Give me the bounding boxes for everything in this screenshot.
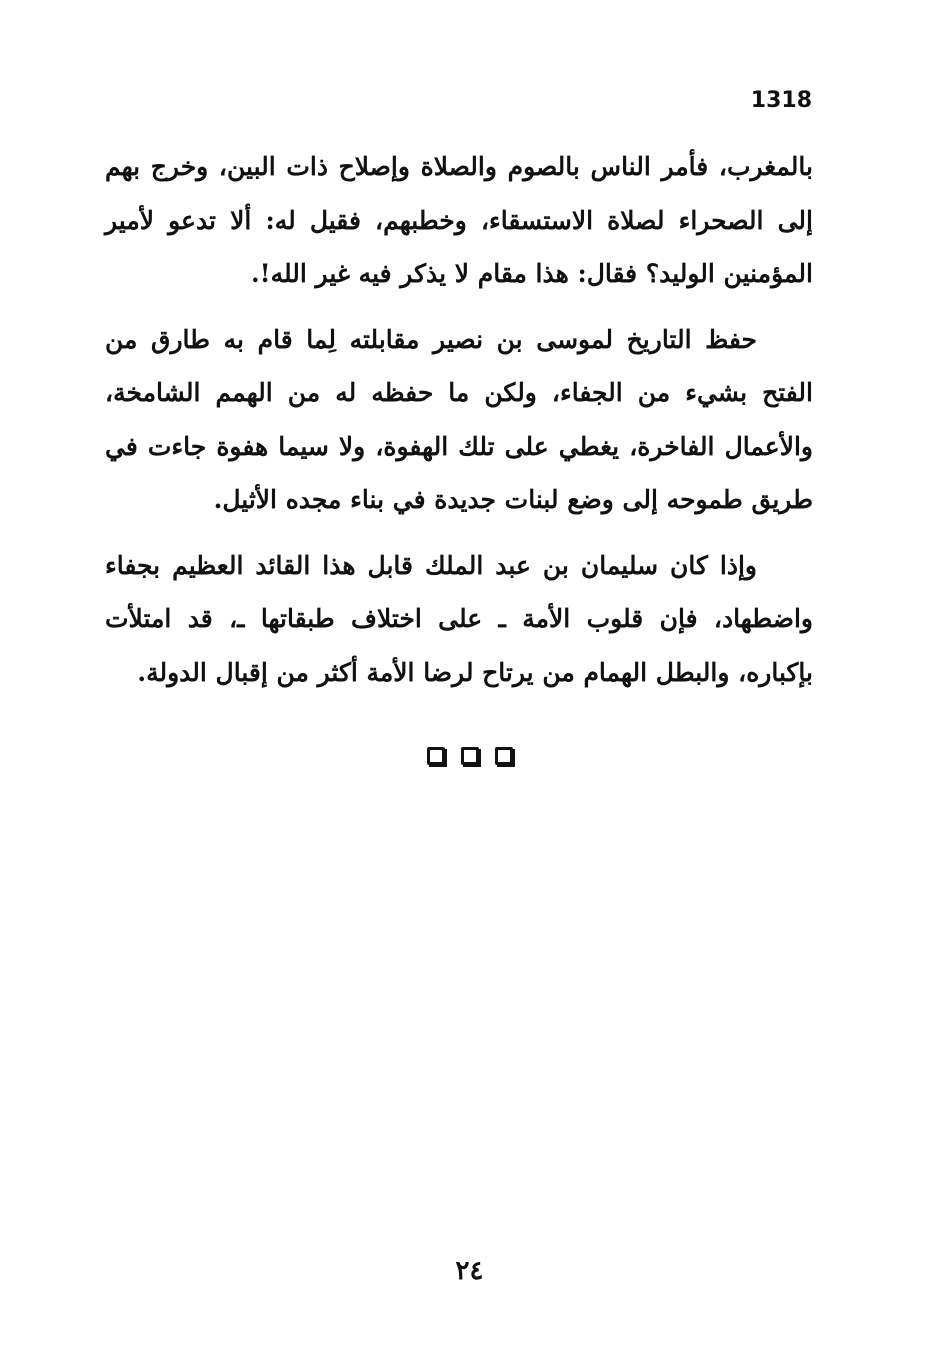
section-separator — [0, 747, 939, 765]
paragraph-2: حفظ التاريخ لموسى بن نصير مقابلته لِما قام به طارق من الفتح بشيء من الجفاء، ولكن ما حفظه له من الهمم الشامخة، والأعمال الفاخرة، يغطي على تلك الهفوة، ولا سيما هفوة جاءت في طريق طموحه إلى وضع لبنات جديدة في بناء مجده الأثيل. — [105, 324, 813, 514]
body-text — [105, 140, 813, 711]
top-page-number: 1318 — [750, 88, 812, 113]
page-number: ٢٤ — [455, 1256, 484, 1286]
square-ornament-icon — [461, 747, 479, 765]
square-ornament-icon — [427, 747, 445, 765]
paragraph-1: بالمغرب، فأمر الناس بالصوم والصلاة وإصلاح ذات البين، وخرج بهم إلى الصحراء لصلاة الاستسقاء، وخطبهم، فقيل له: ألا تدعو لأمير المؤمنين الوليد؟ فقال: هذا مقام لا يذكر فيه غير الله!. — [105, 152, 813, 288]
square-ornament-icon — [495, 747, 513, 765]
paragraph-3: وإذا كان سليمان بن عبد الملك قابل هذا القائد العظيم بجفاء واضطهاد، فإن قلوب الأمة ـ على اختلاف طبقاتها ـ، قد امتلأت بإكباره، والبطل الهمام من يرتاح لرضا الأمة أكثر من إقبال الدولة. — [105, 550, 813, 687]
